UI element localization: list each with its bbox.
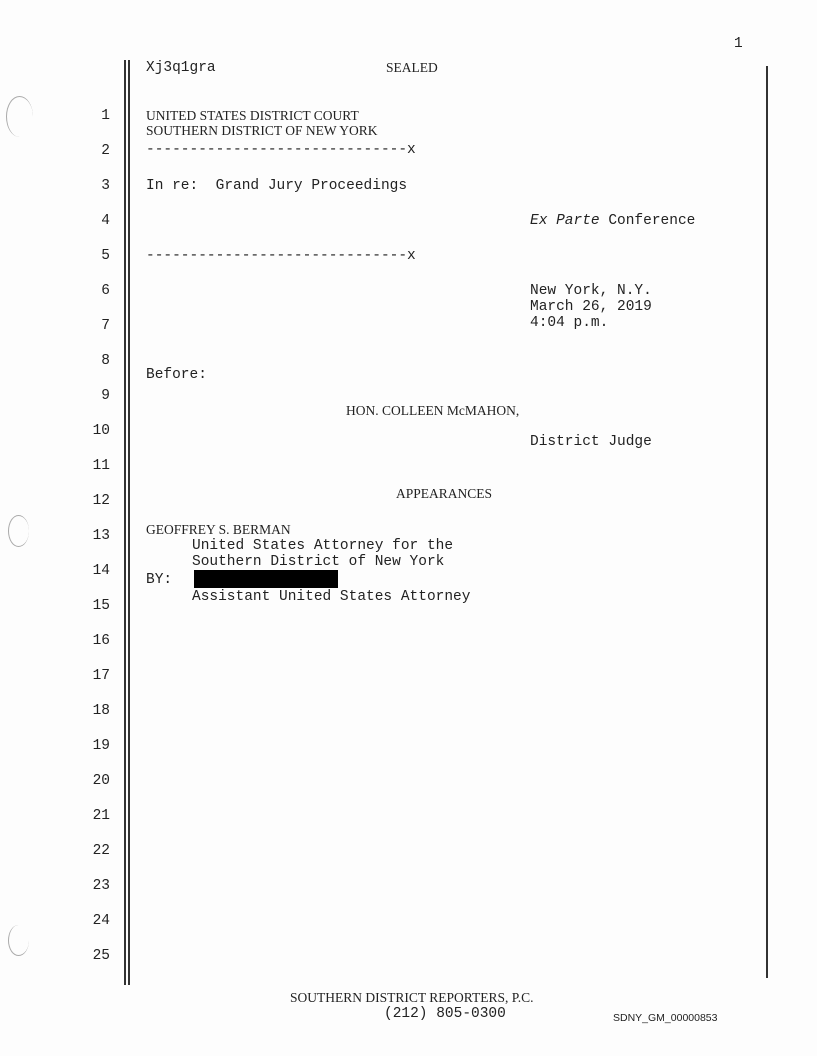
line-number: 13	[92, 528, 110, 544]
right-margin-rule	[766, 66, 768, 978]
bates-number: SDNY_GM_00000853	[613, 1012, 718, 1024]
proceeding-type-rest: Conference	[599, 213, 696, 229]
line-number: 4	[101, 213, 110, 229]
line-number: 25	[92, 948, 110, 964]
line-number: 19	[92, 738, 110, 754]
line-number: 21	[92, 808, 110, 824]
sealed-label: SEALED	[386, 60, 438, 75]
proceeding-type-italic: Ex Parte	[530, 213, 600, 229]
line-number: 12	[92, 493, 110, 509]
reporter-phone: (212) 805-0300	[384, 1006, 506, 1022]
line-number: 2	[101, 143, 110, 159]
court-name: UNITED STATES DISTRICT COURT	[146, 108, 359, 123]
line-number: 9	[101, 388, 110, 404]
line-number: 6	[101, 283, 110, 299]
case-title: In re: Grand Jury Proceedings	[146, 178, 408, 194]
file-code: Xj3q1gra	[146, 60, 216, 76]
assistant-title: Assistant United States Attorney	[192, 589, 471, 605]
line-number: 14	[92, 563, 110, 579]
line-number: 5	[101, 248, 110, 264]
binder-hole-mark	[8, 925, 29, 956]
line-number: 22	[92, 843, 110, 859]
attorney-name: GEOFFREY S. BERMAN	[146, 522, 291, 537]
caption-divider-top: ------------------------------x	[146, 142, 416, 158]
left-margin-rule-inner	[128, 60, 130, 985]
line-number: 24	[92, 913, 110, 929]
hearing-time: 4:04 p.m.	[530, 315, 609, 331]
attorney-role-line1: United States Attorney for the	[192, 538, 454, 554]
caption-divider-bottom: ------------------------------x	[146, 248, 416, 264]
reporter-name: SOUTHERN DISTRICT REPORTERS, P.C.	[290, 990, 534, 1005]
page-number: 1	[734, 36, 743, 52]
binder-hole-mark	[6, 96, 33, 137]
line-number: 18	[92, 703, 110, 719]
line-number: 1	[101, 108, 110, 124]
line-number: 23	[92, 878, 110, 894]
line-number: 16	[92, 633, 110, 649]
judge-name: HON. COLLEEN McMAHON,	[346, 403, 520, 418]
line-number: 8	[101, 353, 110, 369]
before-label: Before:	[146, 367, 207, 383]
hearing-date: March 26, 2019	[530, 299, 652, 315]
judge-title: District Judge	[530, 434, 652, 450]
line-number: 17	[92, 668, 110, 684]
line-number: 11	[92, 458, 110, 474]
location: New York, N.Y.	[530, 283, 652, 299]
line-number: 15	[92, 598, 110, 614]
court-district: SOUTHERN DISTRICT OF NEW YORK	[146, 123, 378, 138]
line-number: 3	[101, 178, 110, 194]
line-number: 10	[92, 423, 110, 439]
attorney-role-line2: Southern District of New York	[192, 554, 445, 570]
line-number: 7	[101, 318, 110, 334]
redaction-bar	[194, 570, 338, 588]
line-number: 20	[92, 773, 110, 789]
appearances-heading: APPEARANCES	[396, 486, 493, 501]
left-margin-rule-outer	[124, 60, 126, 985]
binder-hole-mark	[8, 515, 29, 547]
proceeding-type	[530, 213, 695, 229]
by-label: BY:	[146, 572, 173, 588]
